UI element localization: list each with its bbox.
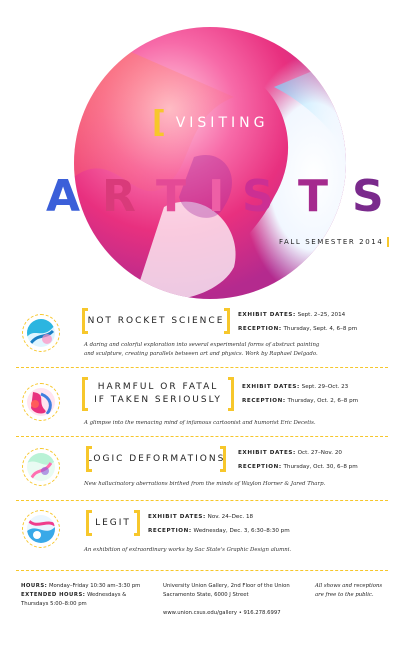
description-line: A daring and colorful exploration into several experimental forms of abstract painting [84,342,320,348]
note-line: All shows and receptions [315,583,383,589]
note-line: are free to the public. [315,592,374,598]
artists-letter: T [156,171,187,222]
dates-label: EXHIBIT DATES: [242,384,300,390]
description-line: New hallucinatory aberrations birthed from the minds of Waylon Horner & Jared Tharp. [84,481,326,487]
extended-hours-value: Wednesdays & [87,592,127,598]
dates-label: EXHIBIT DATES: [148,514,206,520]
title-line: IF TAKEN SERIOUSLY [94,395,222,405]
website-link[interactable]: www.union.csus.edu/gallery • 916.278.6997 [163,610,281,616]
exhibit-title [82,377,234,411]
description-line: An exhibition of extraordinary works by Sac State's Graphic Design alumni. [84,547,292,553]
hours-label: HOURS: [21,583,48,589]
reception-label: RECEPTION: [148,528,192,534]
artists-letter: S [242,171,274,222]
dates-label: EXHIBIT DATES: [238,312,296,318]
divider [16,500,388,501]
exhibit-thumbnail [22,314,60,352]
artists-letter: S [352,171,384,222]
location-line: University Union Gallery, 2nd Floor of the Union [163,583,290,589]
exhibit-title-text [82,381,234,407]
exhibit-title-text: NOT ROCKET SCIENCE [87,315,225,326]
visiting-word: VISITING [175,115,269,131]
exhibit-title-text: LOGIC DEFORMATIONS [86,453,226,464]
reception-value: Wednesday, Dec. 3, 6:30–8:30 pm [193,528,290,534]
exhibit-title [86,510,140,536]
exhibit-title-text: LEGIT [95,517,131,528]
title-line: HARMFUL OR FATAL [97,382,219,392]
reception-value: Thursday, Oct. 30, 6–8 pm [283,464,358,470]
visiting-heading [152,105,269,140]
exhibit-description [84,546,291,555]
exhibit-thumbnail [22,448,60,486]
semester-bracket [387,237,389,247]
dates-value: Oct. 27–Nov. 20 [297,450,342,456]
hours-value: Monday–Friday 10:30 am–3:30 pm [48,583,141,589]
reception-value: Thursday, Oct. 2, 6–8 pm [287,398,359,404]
dates-value: Sept. 2–25, 2014 [297,312,346,318]
exhibit-dates [148,510,290,538]
extended-hours-value-2: Thursdays 5:00–8:00 pm [21,601,87,607]
location-line: Sacramento State, 6000 J Street [163,592,249,598]
divider [16,570,388,571]
artists-letter: A [46,171,81,222]
artists-letter: I [208,171,225,222]
exhibit-dates [238,308,357,336]
semester-label [279,237,389,247]
reception-label: RECEPTION: [238,326,282,332]
dates-label: EXHIBIT DATES: [238,450,296,456]
divider [16,436,388,437]
exhibit-description [84,419,316,428]
extended-hours-label: EXTENDED HOURS: [21,592,86,598]
artists-heading [0,172,419,222]
exhibit-description [84,480,325,489]
description-line: and sculpture, creating parallels between art and physics. Work by Raphael Delgado. [84,351,318,357]
exhibit-thumbnail [22,383,60,421]
exhibit-title [86,446,226,472]
description-line: A glimpse into the menacing mind of infamous cartoonist and humorist Eric Decetis. [84,420,316,426]
artists-letter: T [298,171,329,222]
artists-letter: R [102,171,136,222]
dates-value: Nov. 24–Dec. 18 [207,514,254,520]
semester-text: FALL SEMESTER 2014 [279,238,384,246]
exhibit-thumbnail [22,510,60,548]
dates-value: Sept. 29–Oct. 23 [301,384,349,390]
exhibit-title [82,308,230,334]
divider [16,367,388,368]
footer-hours [21,582,140,609]
footer-note [315,582,382,600]
exhibit-dates [238,446,358,474]
hero-paint-circle [74,27,346,299]
exhibit-dates [242,380,358,408]
open-bracket: [ [152,105,166,140]
footer-location [163,582,290,618]
exhibit-description [84,341,319,359]
reception-label: RECEPTION: [242,398,286,404]
reception-value: Thursday, Sept. 4, 6–8 pm [283,326,358,332]
reception-label: RECEPTION: [238,464,282,470]
